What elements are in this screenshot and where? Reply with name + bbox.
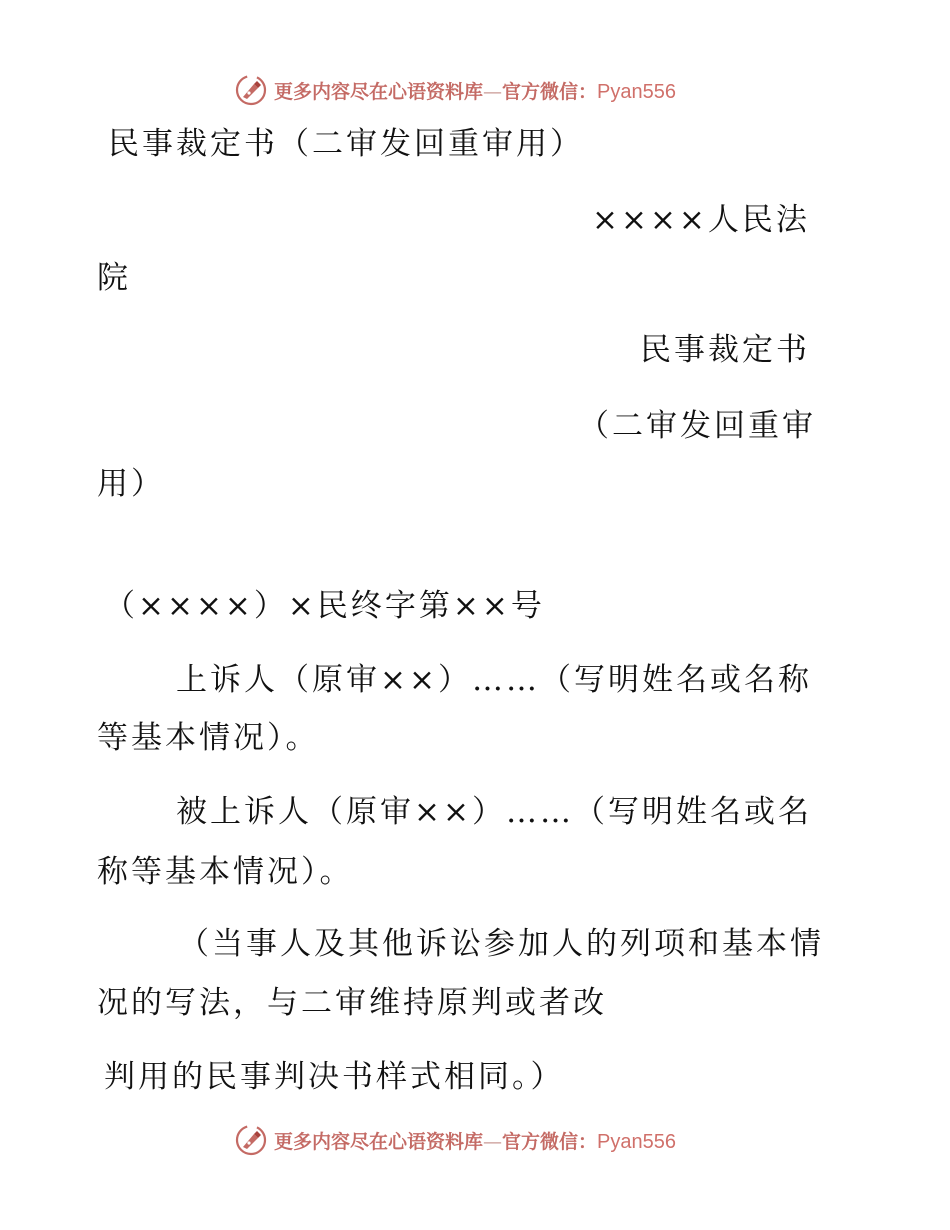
- document-subtitle-line2: 用）: [97, 466, 165, 502]
- appellant-line2: 等基本情况）。: [97, 720, 320, 756]
- note-line2: 况的写法，与二审维持原判或者改: [97, 985, 607, 1021]
- watermark-separator: —: [483, 80, 503, 103]
- pen-logo-icon: [234, 1123, 268, 1157]
- watermark-wechat-id: Pyan556: [597, 80, 676, 103]
- court-name-line1: ××××人民法: [592, 202, 810, 238]
- watermark-separator: —: [483, 1130, 503, 1153]
- case-number: （××××）×民终字第××号: [104, 588, 545, 624]
- appellant-line1: 上诉人（原审××）……（写明姓名或名称: [176, 662, 812, 698]
- header-watermark: [234, 72, 676, 108]
- watermark-text: [274, 77, 676, 104]
- note-line3: 判用的民事判决书样式相同。）: [104, 1059, 565, 1095]
- watermark-brand: 更多内容尽在心语资料库: [274, 1130, 484, 1153]
- appellee-line2: 称等基本情况）。: [97, 854, 354, 890]
- document-title: 民事裁定书: [640, 332, 810, 368]
- appellee-line1: 被上诉人（原审××）……（写明姓名或名: [176, 794, 812, 830]
- note-line1: （当事人及其他诉讼参加人的列项和基本情: [178, 926, 824, 962]
- watermark-text: [274, 1127, 676, 1154]
- watermark-label: 官方微信：: [502, 80, 598, 103]
- watermark-brand: 更多内容尽在心语资料库: [274, 80, 484, 103]
- document-heading: 民事裁定书（二审发回重审用）: [108, 126, 584, 162]
- watermark-wechat-id: Pyan556: [597, 1130, 676, 1153]
- pen-logo-icon: [234, 73, 268, 107]
- document-subtitle-line1: （二审发回重审: [578, 408, 816, 444]
- court-name-line2: 院: [97, 260, 131, 296]
- footer-watermark: [234, 1122, 676, 1158]
- watermark-label: 官方微信：: [502, 1130, 598, 1153]
